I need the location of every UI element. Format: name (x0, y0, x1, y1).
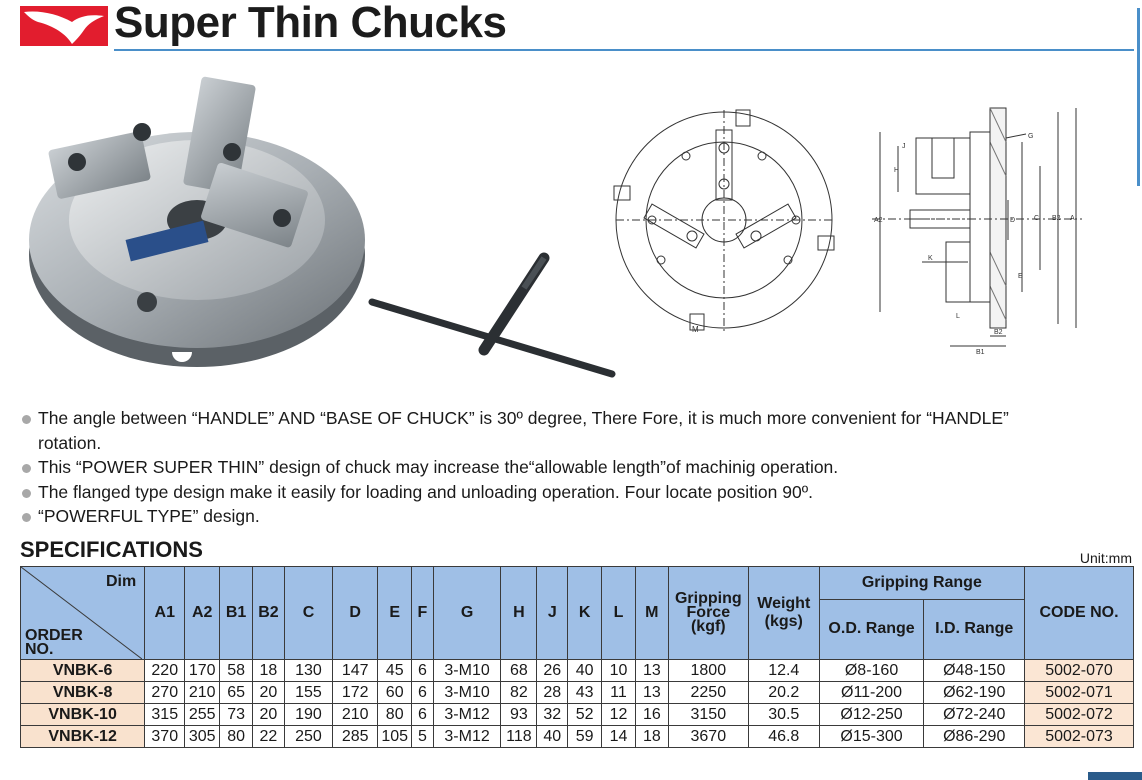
table-cell: 105 (378, 726, 412, 748)
table-cell: 370 (145, 726, 185, 748)
col-b1: B1 (220, 567, 253, 660)
page-title: Super Thin Chucks (114, 0, 507, 47)
table-cell: Ø72-240 (924, 704, 1025, 726)
table-cell: 172 (333, 682, 378, 704)
col-g: G (433, 567, 501, 660)
col-e: E (378, 567, 412, 660)
table-cell: 3-M10 (433, 682, 501, 704)
table-cell: 220 (145, 660, 185, 682)
col-k: K (568, 567, 602, 660)
table-cell: 68 (501, 660, 537, 682)
table-cell: 130 (284, 660, 332, 682)
table-cell: 305 (185, 726, 220, 748)
code-cell: 5002-071 (1025, 682, 1134, 704)
table-cell: 250 (284, 726, 332, 748)
table-cell: 30.5 (748, 704, 819, 726)
table-cell: 6 (412, 704, 434, 726)
table-cell: 22 (253, 726, 285, 748)
side-view-drawing (862, 102, 1092, 357)
table-row (21, 660, 1134, 682)
table-row (21, 726, 1134, 748)
table-cell: 2250 (668, 682, 748, 704)
table-cell: Ø11-200 (819, 682, 924, 704)
corner-header-cell (21, 567, 145, 660)
table-cell: 3-M12 (433, 704, 501, 726)
specifications-heading: SPECIFICATIONS (20, 537, 203, 562)
dim-label-a: A (1070, 215, 1075, 222)
col-c: C (284, 567, 332, 660)
table-cell: 285 (333, 726, 378, 748)
table-cell: 52 (568, 704, 602, 726)
table-cell: Ø8-160 (819, 660, 924, 682)
code-cell: 5002-070 (1025, 660, 1134, 682)
dim-label-d: B2 (1052, 215, 1061, 222)
side-accent-bar (1137, 8, 1140, 186)
table-row (21, 704, 1134, 726)
col-weight: Weight (kgs) (748, 567, 819, 660)
table-cell: 80 (220, 726, 253, 748)
col-m: M (635, 567, 668, 660)
table-cell: 6 (412, 682, 434, 704)
page-corner-mark (1088, 772, 1142, 780)
table-cell: 11 (602, 682, 636, 704)
table-cell: 43 (568, 682, 602, 704)
feature-item: The flanged type design make it easily for loading and unloading operation. Four locate position 90º. (20, 480, 1020, 505)
feature-item: The angle between “HANDLE” AND “BASE OF CHUCK” is 30º degree, There Fore, it is much more convenient for “HANDLE” rotation. (20, 406, 1020, 455)
table-cell: 13 (635, 682, 668, 704)
title-divider (114, 49, 1134, 51)
col-code-no: CODE NO. (1025, 567, 1134, 660)
table-cell: Ø86-290 (924, 726, 1025, 748)
dim-label-e: D (1010, 217, 1016, 224)
col-gripping-range: Gripping Range (819, 567, 1024, 600)
table-cell: 6 (412, 660, 434, 682)
dim-label-j: J (902, 143, 906, 150)
table-cell: 18 (635, 726, 668, 748)
dim-label-a2: A2 (874, 217, 883, 224)
table-cell: 10 (602, 660, 636, 682)
eagle-logo-icon (20, 6, 108, 46)
table-cell: 82 (501, 682, 537, 704)
table-cell: Ø62-190 (924, 682, 1025, 704)
table-row (21, 682, 1134, 704)
dim-label-h: H (894, 167, 900, 174)
table-cell: 59 (568, 726, 602, 748)
table-cell: 93 (501, 704, 537, 726)
table-cell: Ø48-150 (924, 660, 1025, 682)
chuck-photo (22, 70, 372, 380)
col-id-range: I.D. Range (924, 599, 1025, 659)
model-cell: VNBK-10 (21, 704, 145, 726)
table-cell: 73 (220, 704, 253, 726)
col-od-range: O.D. Range (819, 599, 924, 659)
table-cell: 3150 (668, 704, 748, 726)
dim-label-c: C (1034, 215, 1040, 222)
table-cell: 118 (501, 726, 537, 748)
table-cell: 20.2 (748, 682, 819, 704)
dim-label-l: L (956, 313, 960, 320)
code-cell: 5002-073 (1025, 726, 1134, 748)
table-cell: 26 (537, 660, 568, 682)
chuck-key-photo (366, 250, 618, 380)
table-cell: 12 (602, 704, 636, 726)
table-cell: 28 (537, 682, 568, 704)
col-a2: A2 (185, 567, 220, 660)
table-cell: 12.4 (748, 660, 819, 682)
table-cell: 18 (253, 660, 285, 682)
code-cell: 5002-072 (1025, 704, 1134, 726)
dim-label-b2: B2 (994, 329, 1003, 336)
table-cell: 13 (635, 660, 668, 682)
front-view-drawing (606, 100, 846, 350)
table-cell: 210 (333, 704, 378, 726)
table-cell: 1800 (668, 660, 748, 682)
table-cell: 14 (602, 726, 636, 748)
col-gripping-force: Gripping Force (kgf) (668, 567, 748, 660)
table-cell: 60 (378, 682, 412, 704)
table-cell: 210 (185, 682, 220, 704)
feature-item: This “POWER SUPER THIN” design of chuck may increase the“allowable length”of machinig operation. (20, 455, 1020, 480)
model-cell: VNBK-6 (21, 660, 145, 682)
table-cell: 147 (333, 660, 378, 682)
table-cell: 170 (185, 660, 220, 682)
feature-list (20, 406, 1020, 529)
col-a1: A1 (145, 567, 185, 660)
table-cell: Ø15-300 (819, 726, 924, 748)
table-cell: 46.8 (748, 726, 819, 748)
unit-label: Unit:mm (1079, 550, 1132, 566)
table-cell: 315 (145, 704, 185, 726)
model-cell: VNBK-12 (21, 726, 145, 748)
feature-item: “POWERFUL TYPE” design. (20, 504, 1020, 529)
col-l: L (602, 567, 636, 660)
table-cell: 20 (253, 682, 285, 704)
table-cell: 270 (145, 682, 185, 704)
dim-label-b1: B1 (976, 349, 985, 356)
col-j: J (537, 567, 568, 660)
table-cell: 5 (412, 726, 434, 748)
order-no-header: ORDER NO. (25, 627, 83, 658)
table-cell: 32 (537, 704, 568, 726)
brand-logo (20, 6, 108, 46)
table-cell: 58 (220, 660, 253, 682)
dim-label-m: M (692, 325, 699, 334)
table-cell: 45 (378, 660, 412, 682)
table-cell: 155 (284, 682, 332, 704)
table-cell: 40 (537, 726, 568, 748)
table-cell: 3670 (668, 726, 748, 748)
col-f: F (412, 567, 434, 660)
table-cell: 20 (253, 704, 285, 726)
table-cell: 80 (378, 704, 412, 726)
table-cell: 16 (635, 704, 668, 726)
col-d: D (333, 567, 378, 660)
dim-label-k: K (928, 255, 933, 262)
dim-header: Dim (106, 573, 137, 590)
specifications-table (20, 566, 1134, 748)
table-cell: 190 (284, 704, 332, 726)
dim-label-g: G (1028, 133, 1034, 140)
table-cell: 65 (220, 682, 253, 704)
table-cell: 3-M12 (433, 726, 501, 748)
dim-label-f: E (1018, 273, 1023, 280)
table-cell: 255 (185, 704, 220, 726)
table-cell: 3-M10 (433, 660, 501, 682)
model-cell: VNBK-8 (21, 682, 145, 704)
table-cell: Ø12-250 (819, 704, 924, 726)
table-cell: 40 (568, 660, 602, 682)
col-h: H (501, 567, 537, 660)
col-b2: B2 (253, 567, 285, 660)
